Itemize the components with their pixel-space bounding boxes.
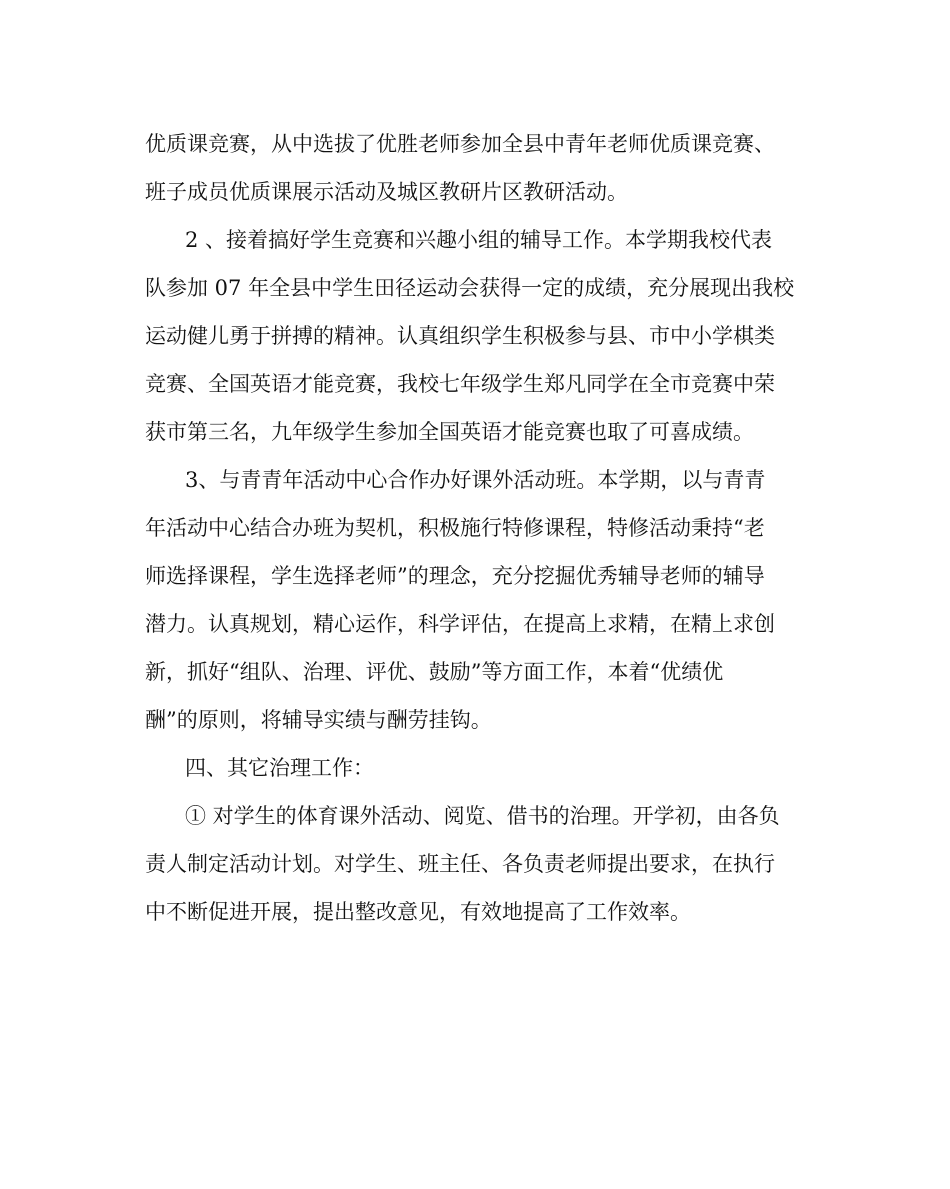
paragraph-1-line-1: 优质课竞赛，从中选拔了优胜老师参加全县中青年老师优质课竞赛、 xyxy=(145,132,775,156)
paragraph-2-line-5: 获市第三名，九年级学生参加全国英语才能竞赛也取了可喜成绩。 xyxy=(145,420,754,444)
paragraph-2-line-4: 竞赛、全国英语才能竞赛，我校七年级学生郑凡同学在全市竞赛中荣 xyxy=(145,372,775,396)
paragraph-5-line-3: 中不断促进开展，提出整改意见，有效地提高了工作效率。 xyxy=(145,900,691,924)
paragraph-2-line-3: 运动健儿勇于拼搏的精神。认真组织学生积极参与县、市中小学棋类 xyxy=(145,324,775,348)
paragraph-3-line-1: 3、与青青年活动中心合作办好课外活动班。本学期，以与青青 xyxy=(185,468,766,492)
paragraph-1-line-2: 班子成员优质课展示活动及城区教研片区教研活动。 xyxy=(145,180,628,204)
paragraph-3-line-3: 师选择课程，学生选择老师”的理念，充分挖掘优秀辅导老师的辅导 xyxy=(145,564,765,588)
paragraph-2-line-1: 2 、接着搞好学生竞赛和兴趣小组的辅导工作。本学期我校代表 xyxy=(185,228,773,252)
document-body xyxy=(145,120,815,936)
paragraph-2-line-2: 队参加 07 年全县中学生田径运动会获得一定的成绩，充分展现出我校 xyxy=(145,276,795,300)
paragraph-3-line-4: 潜力。认真规划，精心运作，科学评估，在提高上求精，在精上求创 xyxy=(145,612,775,636)
paragraph-3-line-5: 新，抓好“组队、治理、评优、鼓励”等方面工作，本着“优绩优 xyxy=(145,660,724,684)
section-heading-other-management: 四、其它治理工作： xyxy=(185,756,374,780)
paragraph-5-line-1: ① 对学生的体育课外活动、阅览、借书的治理。开学初，由各负 xyxy=(185,804,780,828)
paragraph-3-line-2: 年活动中心结合办班为契机，积极施行特修课程，特修活动秉持“老 xyxy=(145,516,765,540)
paragraph-5-line-2: 责人制定活动计划。对学生、班主任、各负责老师提出要求，在执行 xyxy=(145,852,775,876)
paragraph-3-line-6: 酬”的原则，将辅导实绩与酬劳挂钩。 xyxy=(145,708,492,732)
